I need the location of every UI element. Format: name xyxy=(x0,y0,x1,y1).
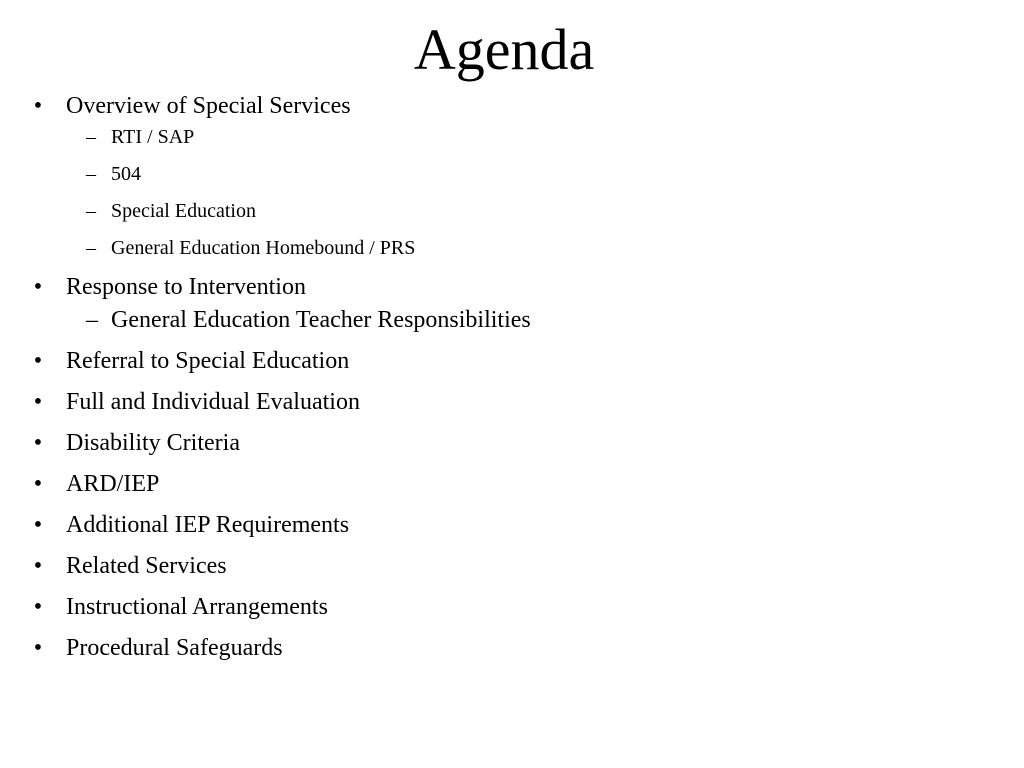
dash-icon: – xyxy=(86,163,96,185)
agenda-item-label: Overview of Special Services xyxy=(66,93,351,119)
agenda-item-additional-iep xyxy=(28,510,988,540)
agenda-item-disability-criteria xyxy=(28,428,988,458)
agenda-subitem-label: General Education Homebound / PRS xyxy=(111,237,416,259)
agenda-item-procedural-safeguards xyxy=(28,633,988,663)
agenda-list xyxy=(28,91,988,674)
bullet-icon: • xyxy=(33,430,43,456)
agenda-subitem-teacher-responsibilities xyxy=(66,305,988,335)
bullet-icon: • xyxy=(33,553,43,579)
agenda-subitem-label: 504 xyxy=(111,163,141,185)
agenda-item-label: ARD/IEP xyxy=(66,471,160,497)
agenda-item-ard-iep xyxy=(28,469,988,499)
agenda-subitems xyxy=(66,305,988,335)
bullet-icon: • xyxy=(33,93,43,119)
agenda-item-evaluation xyxy=(28,387,988,417)
agenda-subitem-label: General Education Teacher Responsibilities xyxy=(111,307,531,333)
dash-icon: – xyxy=(86,237,96,259)
dash-icon: – xyxy=(86,126,96,148)
agenda-subitems xyxy=(66,124,988,261)
agenda-item-related-services xyxy=(28,551,988,581)
dash-icon: – xyxy=(86,307,98,333)
bullet-icon: • xyxy=(33,594,43,620)
agenda-subitem-504 xyxy=(66,161,988,187)
agenda-item-label: Related Services xyxy=(66,553,227,579)
agenda-subitem-homebound-prs xyxy=(66,235,988,261)
agenda-item-label: Full and Individual Evaluation xyxy=(66,389,360,415)
bullet-icon: • xyxy=(33,635,43,661)
slide-title: Agenda xyxy=(413,17,595,82)
agenda-item-label: Additional IEP Requirements xyxy=(66,512,350,538)
agenda-item-overview xyxy=(28,91,988,261)
bullet-icon: • xyxy=(33,471,43,497)
agenda-subitem-label: RTI / SAP xyxy=(111,126,195,148)
agenda-item-label: Instructional Arrangements xyxy=(66,594,328,620)
agenda-subitem-label: Special Education xyxy=(111,200,256,222)
bullet-icon: • xyxy=(33,348,43,374)
agenda-item-referral xyxy=(28,346,988,376)
agenda-item-response-to-intervention xyxy=(28,272,988,335)
agenda-item-label: Response to Intervention xyxy=(66,274,306,300)
dash-icon: – xyxy=(86,200,96,222)
agenda-item-label: Referral to Special Education xyxy=(66,348,350,374)
bullet-icon: • xyxy=(33,274,43,300)
agenda-subitem-special-education xyxy=(66,198,988,224)
agenda-item-label: Procedural Safeguards xyxy=(66,635,283,661)
bullet-icon: • xyxy=(33,512,43,538)
agenda-subitem-rti-sap xyxy=(66,124,988,150)
agenda-item-instructional-arrangements xyxy=(28,592,988,622)
bullet-icon: • xyxy=(33,389,43,415)
agenda-item-label: Disability Criteria xyxy=(66,430,240,456)
